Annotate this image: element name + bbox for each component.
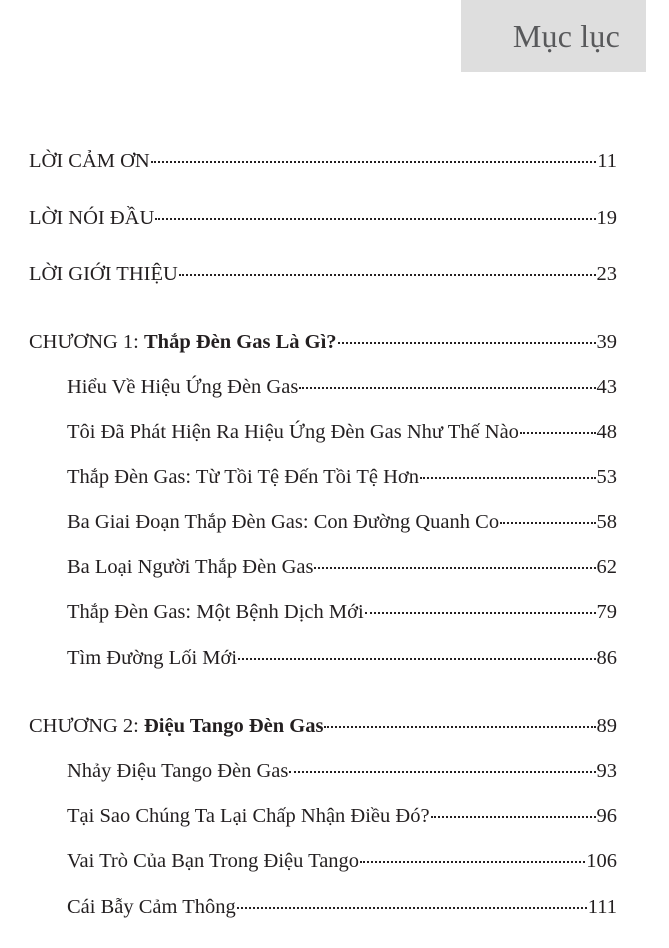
- toc-entry-title: Ba Loại Người Thắp Đèn Gas: [67, 556, 314, 578]
- toc-entry-section[interactable]: [67, 645, 617, 671]
- toc-entry-section[interactable]: [67, 374, 617, 400]
- toc-leader-dots: [420, 477, 596, 479]
- toc-leader-dots: [179, 274, 596, 276]
- toc-entry-section[interactable]: [67, 464, 617, 490]
- toc-entry-section[interactable]: [67, 803, 617, 829]
- toc-entry-title: Tại Sao Chúng Ta Lại Chấp Nhận Điều Đó?: [67, 805, 430, 827]
- toc-entry-foreword[interactable]: [29, 205, 617, 231]
- toc-entry-title: Tìm Đường Lối Mới: [67, 647, 238, 669]
- toc-leader-dots: [500, 522, 595, 524]
- toc-entry-section[interactable]: [67, 758, 617, 784]
- toc-leader-dots: [365, 612, 596, 614]
- toc-page-number: 53: [596, 466, 617, 488]
- toc-leader-dots: [155, 218, 595, 220]
- toc-page-number: 58: [596, 511, 617, 533]
- toc-leader-dots: [338, 342, 596, 344]
- toc-entry-section[interactable]: [67, 419, 617, 445]
- toc-leader-dots: [237, 907, 587, 909]
- toc-entry-title: Hiểu Về Hiệu Ứng Đèn Gas: [67, 376, 299, 398]
- toc-leader-dots: [314, 567, 595, 569]
- toc-page-number: 79: [596, 601, 617, 623]
- toc-entry-acknowledgements[interactable]: [29, 148, 617, 174]
- toc-page-number: 43: [596, 376, 617, 398]
- toc-leader-dots: [360, 861, 585, 863]
- section-header-tab: [461, 0, 646, 72]
- toc-entry-title: CHƯƠNG 2: Điệu Tango Đèn Gas: [29, 715, 324, 737]
- toc-page-number: 93: [596, 760, 617, 782]
- toc-page-number: 96: [596, 805, 617, 827]
- page-title: Mục lục: [512, 18, 620, 54]
- toc-entry-title: Thắp Đèn Gas: Từ Tồi Tệ Đến Tồi Tệ Hơn: [67, 466, 419, 488]
- toc-entry-title: Cái Bẫy Cảm Thông: [67, 896, 236, 918]
- toc-leader-dots: [431, 816, 596, 818]
- toc-entry-chapter-1[interactable]: [29, 329, 617, 355]
- toc-leader-dots: [238, 658, 595, 660]
- toc-entry-section[interactable]: [67, 509, 617, 535]
- toc-entry-title: CHƯƠNG 1: Thắp Đèn Gas Là Gì?: [29, 331, 337, 353]
- toc-entry-title: LỜI NÓI ĐẦU: [29, 207, 155, 229]
- toc-page-number: 48: [596, 421, 617, 443]
- toc-page-number: 106: [586, 850, 617, 872]
- toc-entry-title: LỜI CẢM ƠN: [29, 150, 150, 172]
- toc-page-number: 111: [587, 896, 617, 918]
- toc-page-number: 19: [596, 207, 617, 229]
- toc-leader-dots: [289, 771, 595, 773]
- toc-entry-section[interactable]: [67, 599, 617, 625]
- toc-page-number: 39: [596, 331, 617, 353]
- toc-entry-section[interactable]: [67, 894, 617, 920]
- toc-entry-section[interactable]: [67, 848, 617, 874]
- toc-leader-dots: [299, 387, 595, 389]
- toc-entry-chapter-2[interactable]: [29, 713, 617, 739]
- toc-page-number: 23: [596, 263, 617, 285]
- toc-entry-title: Tôi Đã Phát Hiện Ra Hiệu Ứng Đèn Gas Như Thế Nào: [67, 421, 519, 443]
- toc-page-number: 11: [597, 150, 617, 172]
- toc-entry-title: Ba Giai Đoạn Thắp Đèn Gas: Con Đường Quanh Co: [67, 511, 500, 533]
- toc-entry-introduction[interactable]: [29, 261, 617, 287]
- toc-leader-dots: [151, 161, 597, 163]
- toc-entry-title: Vai Trò Của Bạn Trong Điệu Tango: [67, 850, 360, 872]
- toc-page-number: 86: [596, 647, 617, 669]
- toc-entry-section[interactable]: [67, 554, 617, 580]
- toc-leader-dots: [520, 432, 596, 434]
- toc-entry-title: Nhảy Điệu Tango Đèn Gas: [67, 760, 289, 782]
- toc-entry-title: Thắp Đèn Gas: Một Bệnh Dịch Mới: [67, 601, 364, 623]
- toc-page-number: 89: [596, 715, 617, 737]
- toc-entry-title: LỜI GIỚI THIỆU: [29, 263, 178, 285]
- toc-page-number: 62: [596, 556, 617, 578]
- toc-leader-dots: [324, 726, 595, 728]
